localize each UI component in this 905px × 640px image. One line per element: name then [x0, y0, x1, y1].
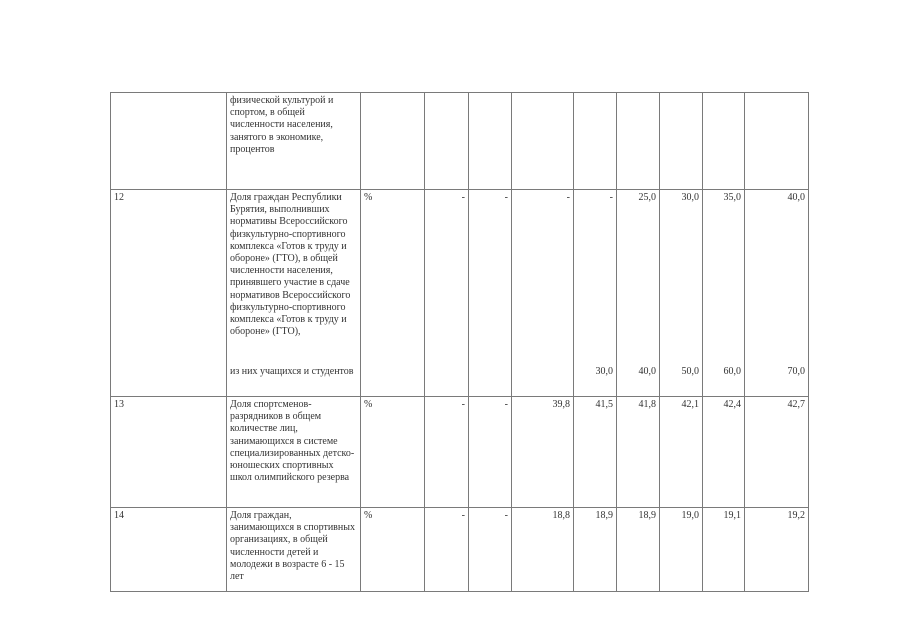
value-cell: 19,2	[745, 508, 809, 592]
value-cell: 19,1	[703, 508, 745, 592]
value-cell: 39,8	[512, 397, 574, 508]
table-row	[111, 93, 809, 190]
value-cell	[469, 93, 512, 190]
table-row	[111, 190, 809, 364]
value-cell	[425, 364, 469, 397]
value-cell: -	[574, 190, 617, 364]
value-cell: 42,1	[660, 397, 703, 508]
value-cell: 60,0	[703, 364, 745, 397]
unit-cell: %	[361, 397, 425, 508]
unit-cell	[361, 93, 425, 190]
value-cell: -	[425, 508, 469, 592]
value-cell: 19,0	[660, 508, 703, 592]
indicator-text-cell: физической культурой и спортом, в общей численности населения, занятого в экономике, процентов	[227, 93, 361, 190]
value-cell	[512, 364, 574, 397]
table-row	[111, 397, 809, 508]
value-cell: 30,0	[574, 364, 617, 397]
table-row	[111, 508, 809, 592]
value-cell: 30,0	[660, 190, 703, 364]
value-cell: 41,8	[617, 397, 660, 508]
row-number-cell: 14	[111, 508, 227, 592]
value-cell	[617, 93, 660, 190]
value-cell: 50,0	[660, 364, 703, 397]
value-cell: 40,0	[617, 364, 660, 397]
value-cell: -	[425, 190, 469, 364]
unit-cell: %	[361, 190, 425, 397]
value-cell	[660, 93, 703, 190]
unit-cell: %	[361, 508, 425, 592]
value-cell: 25,0	[617, 190, 660, 364]
value-cell: 18,9	[617, 508, 660, 592]
value-cell: 18,8	[512, 508, 574, 592]
value-cell: -	[469, 190, 512, 364]
value-cell: 42,4	[703, 397, 745, 508]
value-cell: 40,0	[745, 190, 809, 364]
value-cell	[703, 93, 745, 190]
value-cell	[574, 93, 617, 190]
indicator-text-cell: Доля граждан Республики Бурятия, выполнивших нормативы Всероссийского физкультурно-спортивного комплекса «Готов к труду и обороне» (ГТО), в общей численности населения, принявшего участие в сдаче нормативов Всероссийского физкультурно-спортивного комплекса «Готов к труду и обороне» (ГТО),	[227, 190, 361, 364]
value-cell: 42,7	[745, 397, 809, 508]
value-cell: 35,0	[703, 190, 745, 364]
value-cell: -	[469, 508, 512, 592]
value-cell	[512, 93, 574, 190]
value-cell: 70,0	[745, 364, 809, 397]
value-cell: -	[469, 397, 512, 508]
indicator-text-cell: Доля спортсменов-разрядников в общем количестве лиц, занимающихся в системе специализированных детско-юношеских спортивных школ олимпийского резерва	[227, 397, 361, 508]
indicator-text-cell: Доля граждан, занимающихся в спортивных организациях, в общей численности детей и молодежи в возрасте 6 - 15 лет	[227, 508, 361, 592]
row-number-cell: 13	[111, 397, 227, 508]
indicators-table	[110, 92, 809, 592]
value-cell	[745, 93, 809, 190]
indicator-subtext-cell: из них учащихся и студентов	[227, 364, 361, 397]
row-number-cell: 12	[111, 190, 227, 397]
value-cell: 41,5	[574, 397, 617, 508]
value-cell: -	[425, 397, 469, 508]
value-cell	[425, 93, 469, 190]
value-cell	[469, 364, 512, 397]
value-cell: -	[512, 190, 574, 364]
row-number-cell	[111, 93, 227, 190]
value-cell: 18,9	[574, 508, 617, 592]
